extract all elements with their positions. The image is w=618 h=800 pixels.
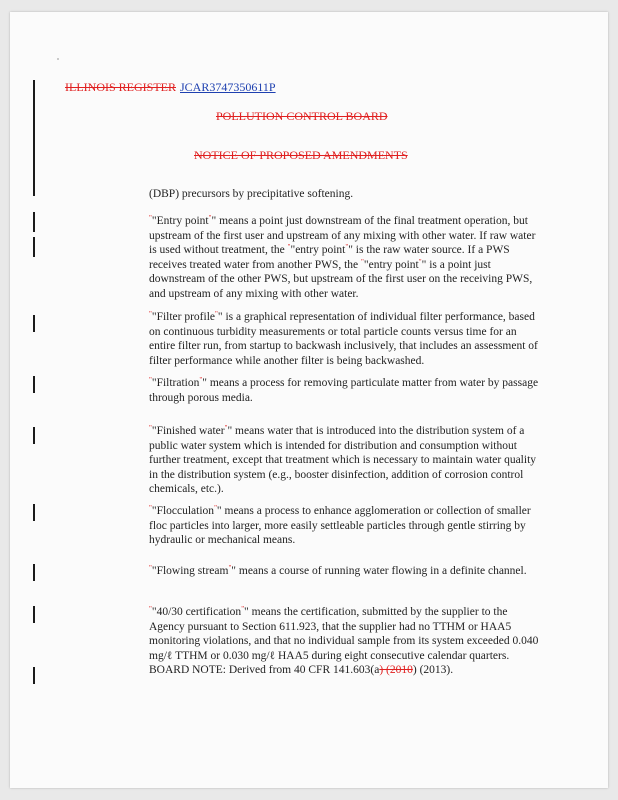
notice-heading: NOTICE OF PROPOSED AMENDMENTS xyxy=(194,148,408,162)
definition-entry-point: ""Entry point"" means a point just downstream of the final treatment operation, but upstream of the first user and upstream of any mixing with other water. If raw water is used without treatment, the ""entry point"" is the raw water source. If a PWS receives treated water from another PWS, the ""entry point"" is a point just downstream of the other PWS, but upstream of the first user on the receiving PWS, and upstream of any mixing with other water. xyxy=(149,214,536,300)
change-bar xyxy=(33,504,35,521)
definition-finished-water: ""Finished water"" means water that is introduced into the distribution system of a public water system which is intended for distribution and consumption without further treatment, except that treatment which is necessary to maintain water quality in the distribution system (e.g., booster disinfection, addition of corrosion control chemicals, etc.). xyxy=(149,424,537,496)
change-bar xyxy=(33,606,35,623)
definition-filter-profile: ""Filter profile"" is a graphical representation of individual filter performance, based on continuous turbidity measurements or total particle counts versus time for an entire filter run, from startup to backwash inclusively, that includes an assessment of filter performance while another filter is being backwashed. xyxy=(149,310,538,367)
term: Filter profile xyxy=(156,311,216,323)
definition-40-30-certification: ""40/30 certification"" means the certification, submitted by the supplier to the Agency pursuant to Section 611.923, that the supplier had no TTHM or HAA5 monitoring violations, and that no individual sample from its system exceeded 0.040 mg/ℓ TTHM or 0.030 mg/ℓ HAA5 during eight consecutive calendar quarters. BOARD NOTE: Derived from 40 CFR 141.603(a) (2010) (2013). xyxy=(149,605,544,678)
change-bar xyxy=(33,212,35,232)
register-header xyxy=(65,80,276,94)
change-bar xyxy=(33,667,35,684)
continuation-paragraph: (DBP) precursors by precipitative softening. xyxy=(149,188,354,200)
change-bar xyxy=(33,237,35,257)
change-bar xyxy=(33,315,35,332)
change-bar xyxy=(33,80,35,196)
change-bar xyxy=(33,376,35,393)
board-heading: POLLUTION CONTROL BOARD xyxy=(216,109,388,123)
term: Flowing stream xyxy=(156,565,229,577)
board-note: BOARD NOTE: Derived from 40 CFR 141.603(a) (2010) (2013). xyxy=(149,664,454,677)
deleted-text: ) (2010 xyxy=(379,664,413,677)
register-code[interactable]: JCAR3747350611P xyxy=(180,80,276,94)
term: Flocculation xyxy=(156,505,215,517)
register-title: ILLINOIS REGISTER xyxy=(65,80,176,94)
document-page xyxy=(10,12,608,788)
term: Finished water xyxy=(156,425,225,437)
definition-flocculation: ""Flocculation"" means a process to enhance agglomeration or collection of smaller floc particles into larger, more easily settleable particles through gentle stirring by hydraulic or mechanical means. xyxy=(149,504,531,547)
change-bar xyxy=(33,564,35,581)
term: Entry point xyxy=(156,215,209,227)
definition-flowing-stream: ""Flowing stream"" means a course of running water flowing in a definite channel. xyxy=(149,564,527,577)
term: Filtration xyxy=(156,377,200,389)
scan-speck xyxy=(57,58,59,60)
definition-filtration: ""Filtration"" means a process for removing particulate matter from water by passage through porous media. xyxy=(149,376,539,404)
term: 40/30 certification xyxy=(156,606,242,618)
change-bar xyxy=(33,427,35,444)
